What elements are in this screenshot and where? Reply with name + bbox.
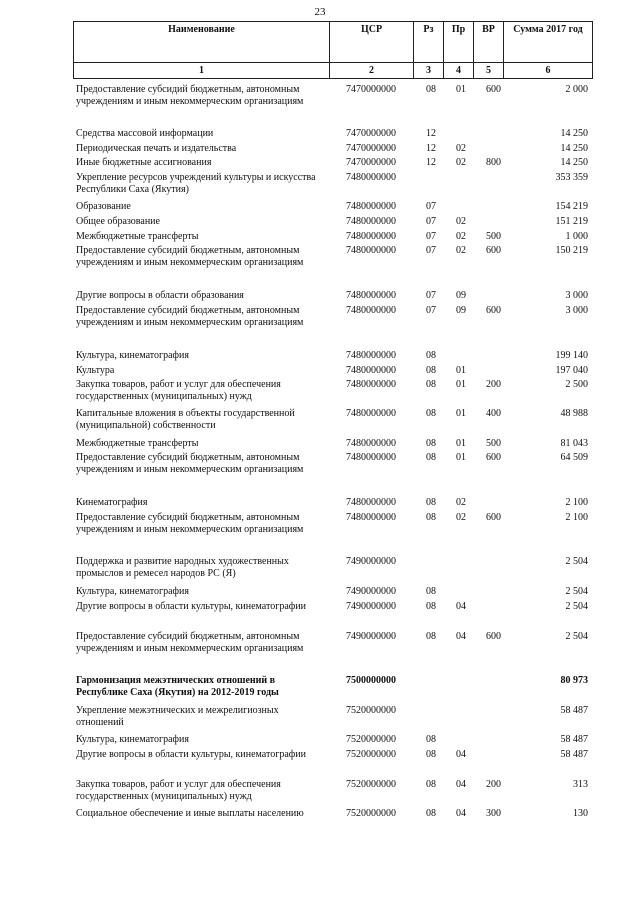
cell-sum: 14 250 — [560, 157, 588, 168]
cell-name: Закупка товаров, работ и услуг для обеспечения государственных (муниципальных) нужд — [76, 379, 281, 402]
cell-name: Другие вопросы в области культуры, кинематографии — [76, 601, 306, 612]
cell-rz: 12 — [426, 157, 436, 168]
cell-sum: 197 040 — [555, 365, 588, 376]
cell-name: Капитальные вложения в объекты государственной (муниципальной) собственности — [76, 408, 295, 431]
cell-name: Культура — [76, 365, 115, 376]
cell-sum: 2 100 — [565, 512, 588, 523]
cell-vr: 600 — [486, 84, 501, 95]
cell-csr: 7480000000 — [346, 350, 396, 361]
cell-rz: 08 — [426, 586, 436, 597]
header-pr: Пр — [444, 22, 474, 63]
cell-sum: 58 487 — [560, 734, 588, 745]
cell-rz: 07 — [426, 201, 436, 212]
cell-csr: 7480000000 — [346, 231, 396, 242]
cell-rz: 08 — [426, 452, 436, 463]
cell-sum: 14 250 — [560, 143, 588, 154]
cell-csr: 7490000000 — [346, 556, 396, 567]
cell-sum: 81 043 — [560, 438, 588, 449]
header-num-2: 2 — [330, 63, 414, 79]
header-rz: Рз — [414, 22, 444, 63]
cell-csr: 7480000000 — [346, 290, 396, 301]
cell-vr: 500 — [486, 231, 501, 242]
cell-rz: 08 — [426, 749, 436, 760]
cell-csr: 7520000000 — [346, 734, 396, 745]
cell-sum: 14 250 — [560, 128, 588, 139]
header-vr: ВР — [474, 22, 504, 63]
cell-rz: 08 — [426, 365, 436, 376]
cell-vr: 600 — [486, 305, 501, 316]
cell-csr: 7480000000 — [346, 438, 396, 449]
cell-pr: 02 — [456, 231, 466, 242]
cell-sum: 2 000 — [565, 84, 588, 95]
cell-csr: 7520000000 — [346, 749, 396, 760]
cell-name: Предоставление субсидий бюджетным, автономным учреждениям и иным некоммерческим организациям — [76, 452, 304, 475]
cell-name: Иные бюджетные ассигнования — [76, 157, 212, 168]
cell-name: Другие вопросы в области культуры, кинематографии — [76, 749, 306, 760]
cell-sum: 2 500 — [565, 379, 588, 390]
cell-rz: 08 — [426, 631, 436, 642]
cell-sum: 199 140 — [555, 350, 588, 361]
cell-pr: 02 — [456, 512, 466, 523]
header-num-5: 5 — [474, 63, 504, 79]
cell-name: Укрепление ресурсов учреждений культуры и искусства Республики Саха (Якутия) — [76, 172, 316, 195]
cell-sum: 2 504 — [565, 631, 588, 642]
cell-sum: 3 000 — [565, 305, 588, 316]
cell-pr: 01 — [456, 408, 466, 419]
cell-sum: 2 504 — [565, 586, 588, 597]
cell-csr: 7520000000 — [346, 705, 396, 716]
cell-name: Периодическая печать и издательства — [76, 143, 237, 154]
cell-rz: 08 — [426, 497, 436, 508]
header-num-6: 6 — [504, 63, 593, 79]
cell-rz: 08 — [426, 84, 436, 95]
cell-rz: 08 — [426, 512, 436, 523]
cell-sum: 313 — [573, 779, 588, 790]
cell-sum: 150 219 — [555, 245, 588, 256]
header-num-4: 4 — [444, 63, 474, 79]
cell-pr: 01 — [456, 452, 466, 463]
cell-rz: 12 — [426, 143, 436, 154]
cell-pr: 09 — [456, 290, 466, 301]
cell-vr: 200 — [486, 379, 501, 390]
cell-name: Общее образование — [76, 216, 160, 227]
cell-pr: 02 — [456, 143, 466, 154]
cell-pr: 04 — [456, 779, 466, 790]
cell-rz: 07 — [426, 290, 436, 301]
cell-vr: 200 — [486, 779, 501, 790]
header-sum: Сумма 2017 год — [504, 22, 593, 63]
cell-name: Культура, кинематография — [76, 734, 189, 745]
cell-name: Поддержка и развитие народных художественных промыслов и ремесел народов РС (Я) — [76, 556, 289, 579]
cell-pr: 04 — [456, 749, 466, 760]
cell-sum: 80 973 — [560, 675, 588, 686]
cell-rz: 08 — [426, 779, 436, 790]
cell-pr: 02 — [456, 216, 466, 227]
cell-name: Предоставление субсидий бюджетным, автономным учреждениям и иным некоммерческим организациям — [76, 305, 304, 328]
cell-csr: 7480000000 — [346, 365, 396, 376]
cell-name: Культура, кинематография — [76, 350, 189, 361]
cell-rz: 08 — [426, 734, 436, 745]
cell-name: Предоставление субсидий бюджетным, автономным учреждениям и иным некоммерческим организациям — [76, 631, 304, 654]
cell-name: Межбюджетные трансферты — [76, 231, 199, 242]
cell-name: Другие вопросы в области образования — [76, 290, 244, 301]
cell-pr: 01 — [456, 438, 466, 449]
cell-sum: 64 509 — [560, 452, 588, 463]
cell-csr: 7480000000 — [346, 245, 396, 256]
cell-pr: 01 — [456, 365, 466, 376]
cell-sum: 58 487 — [560, 749, 588, 760]
cell-vr: 600 — [486, 512, 501, 523]
cell-csr: 7480000000 — [346, 201, 396, 212]
cell-name: Средства массовой информации — [76, 128, 214, 139]
cell-name: Гармонизация межэтнических отношений в Республике Саха (Якутия) на 2012-2019 годы — [76, 675, 279, 698]
header-num-1: 1 — [74, 63, 330, 79]
cell-csr: 7500000000 — [346, 675, 396, 686]
cell-pr: 04 — [456, 631, 466, 642]
cell-rz: 07 — [426, 245, 436, 256]
cell-rz: 08 — [426, 438, 436, 449]
cell-name: Социальное обеспечение и иные выплаты населению — [76, 808, 304, 819]
cell-pr: 09 — [456, 305, 466, 316]
cell-name: Укрепление межэтнических и межрелигиозных отношений — [76, 705, 279, 728]
cell-name: Предоставление субсидий бюджетным, автономным учреждениям и иным некоммерческим организациям — [76, 84, 304, 107]
cell-csr: 7520000000 — [346, 779, 396, 790]
cell-rz: 08 — [426, 601, 436, 612]
cell-sum: 2 504 — [565, 601, 588, 612]
cell-rz: 08 — [426, 350, 436, 361]
cell-sum: 2 504 — [565, 556, 588, 567]
cell-rz: 08 — [426, 408, 436, 419]
cell-sum: 353 359 — [555, 172, 588, 183]
cell-vr: 800 — [486, 157, 501, 168]
cell-name: Закупка товаров, работ и услуг для обеспечения государственных (муниципальных) нужд — [76, 779, 281, 802]
cell-vr: 600 — [486, 452, 501, 463]
cell-pr: 01 — [456, 379, 466, 390]
cell-sum: 58 487 — [560, 705, 588, 716]
cell-rz: 07 — [426, 216, 436, 227]
cell-pr: 04 — [456, 808, 466, 819]
header-num-3: 3 — [414, 63, 444, 79]
cell-csr: 7480000000 — [346, 305, 396, 316]
cell-name: Образование — [76, 201, 131, 212]
cell-name: Культура, кинематография — [76, 586, 189, 597]
cell-vr: 600 — [486, 245, 501, 256]
cell-sum: 3 000 — [565, 290, 588, 301]
cell-rz: 12 — [426, 128, 436, 139]
cell-csr: 7490000000 — [346, 601, 396, 612]
cell-pr: 02 — [456, 245, 466, 256]
cell-csr: 7520000000 — [346, 808, 396, 819]
cell-rz: 07 — [426, 231, 436, 242]
cell-csr: 7480000000 — [346, 379, 396, 390]
cell-csr: 7470000000 — [346, 143, 396, 154]
cell-csr: 7480000000 — [346, 172, 396, 183]
cell-rz: 08 — [426, 808, 436, 819]
cell-vr: 500 — [486, 438, 501, 449]
cell-sum: 151 219 — [555, 216, 588, 227]
cell-pr: 02 — [456, 157, 466, 168]
cell-pr: 02 — [456, 497, 466, 508]
cell-pr: 04 — [456, 601, 466, 612]
cell-csr: 7480000000 — [346, 497, 396, 508]
page-number: 23 — [314, 6, 326, 18]
cell-sum: 2 100 — [565, 497, 588, 508]
cell-name: Предоставление субсидий бюджетным, автономным учреждениям и иным некоммерческим организациям — [76, 512, 304, 535]
cell-rz: 07 — [426, 305, 436, 316]
cell-sum: 130 — [573, 808, 588, 819]
cell-rz: 08 — [426, 379, 436, 390]
cell-vr: 400 — [486, 408, 501, 419]
cell-vr: 600 — [486, 631, 501, 642]
cell-csr: 7470000000 — [346, 128, 396, 139]
cell-csr: 7490000000 — [346, 631, 396, 642]
cell-csr: 7470000000 — [346, 84, 396, 95]
cell-csr: 7490000000 — [346, 586, 396, 597]
cell-csr: 7470000000 — [346, 157, 396, 168]
cell-csr: 7480000000 — [346, 512, 396, 523]
cell-csr: 7480000000 — [346, 452, 396, 463]
cell-csr: 7480000000 — [346, 408, 396, 419]
cell-pr: 01 — [456, 84, 466, 95]
cell-sum: 48 988 — [560, 408, 588, 419]
cell-name: Кинематография — [76, 497, 148, 508]
cell-name: Межбюджетные трансферты — [76, 438, 199, 449]
cell-sum: 1 000 — [565, 231, 588, 242]
header-name: Наименование — [74, 22, 330, 63]
cell-csr: 7480000000 — [346, 216, 396, 227]
cell-vr: 300 — [486, 808, 501, 819]
cell-sum: 154 219 — [555, 201, 588, 212]
header-csr: ЦСР — [330, 22, 414, 63]
cell-name: Предоставление субсидий бюджетным, автономным учреждениям и иным некоммерческим организациям — [76, 245, 304, 268]
